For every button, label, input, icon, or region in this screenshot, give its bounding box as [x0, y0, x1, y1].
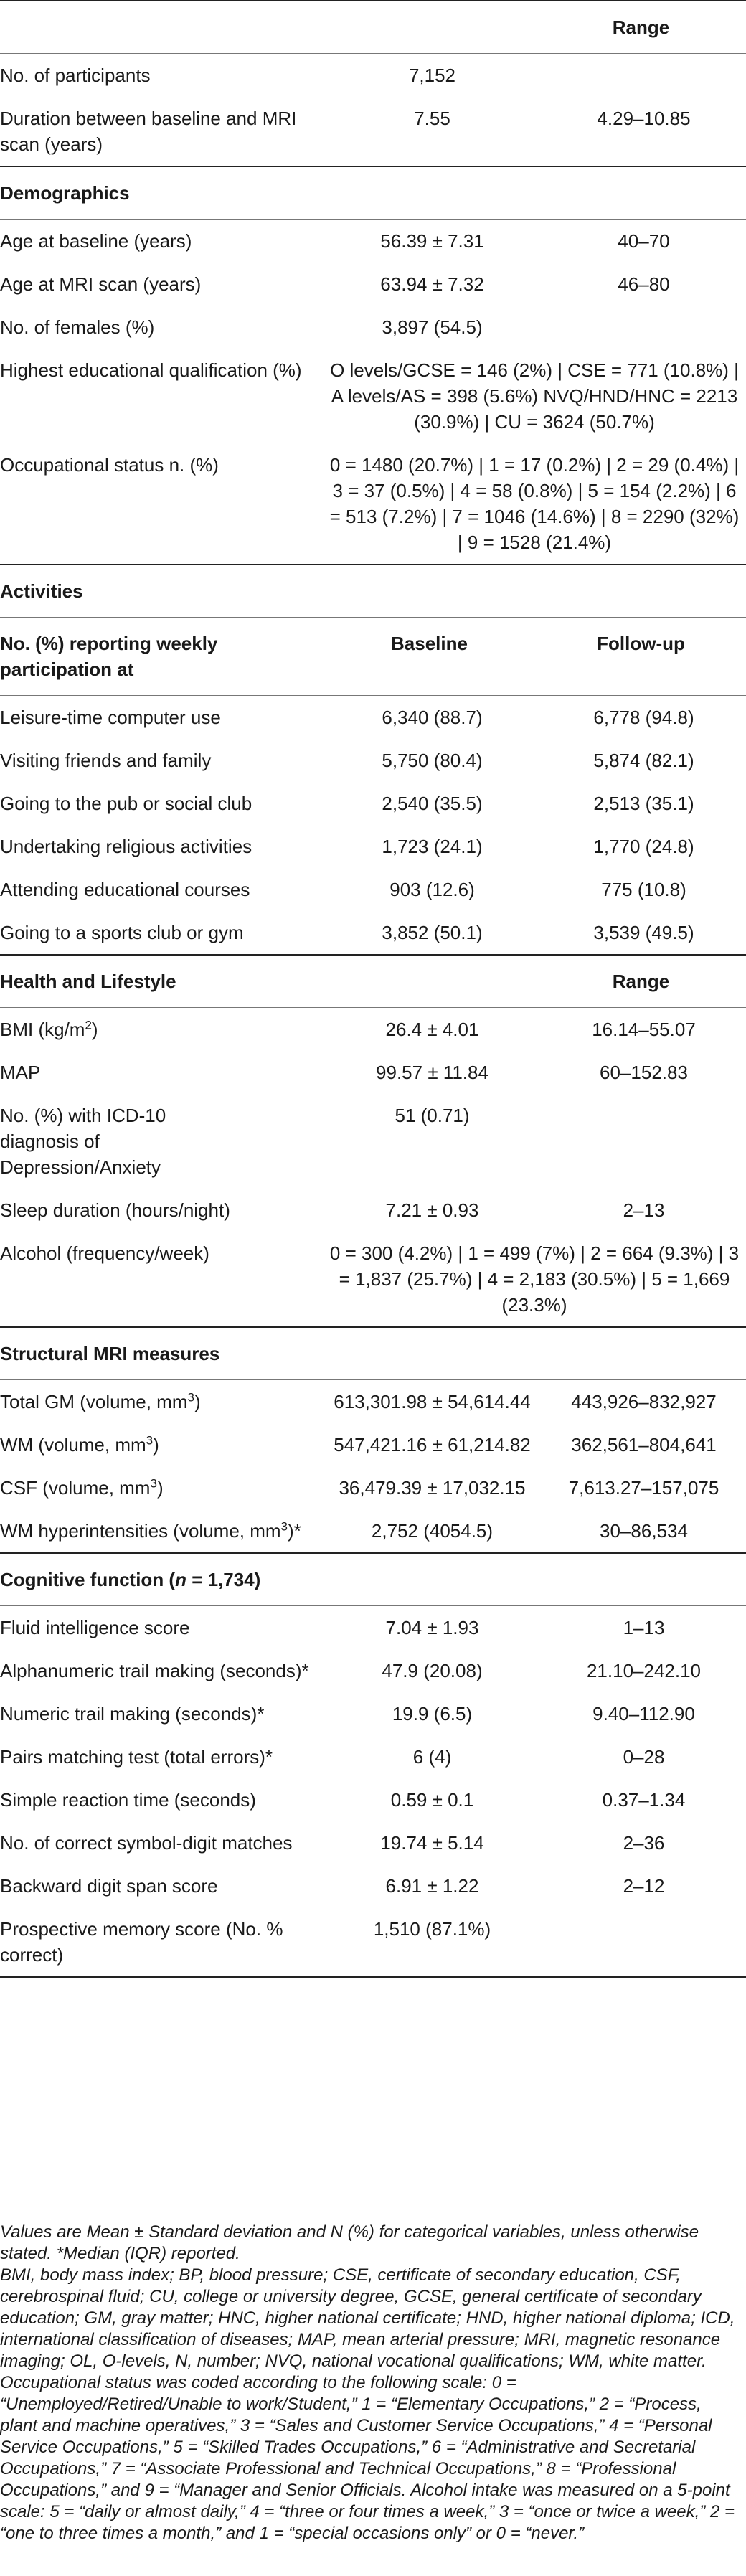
- row-range: 21.10–242.10: [586, 1660, 702, 1681]
- row-value: 0.59 ± 0.1: [390, 1789, 474, 1811]
- row-value: 19.74 ± 5.14: [380, 1832, 484, 1854]
- row-range: 1–13: [542, 1606, 746, 1650]
- row-value: 47.9 (20.08): [382, 1660, 483, 1681]
- row-range: 60–152.83: [600, 1062, 688, 1083]
- table-row: [0, 306, 746, 349]
- row-followup: 1,770 (24.8): [593, 836, 694, 857]
- row-followup: 2,513 (35.1): [593, 793, 694, 814]
- row-baseline: 3,852 (50.1): [382, 922, 483, 943]
- table-row: [0, 1051, 746, 1094]
- row-value: 7,152: [323, 54, 542, 98]
- row-label: Alphanumeric trail making (seconds)*: [0, 1660, 309, 1681]
- row-value: 56.39 ± 7.31: [323, 220, 542, 263]
- row-baseline: 6,340 (88.7): [323, 696, 542, 740]
- row-label: Occupational status n. (%): [0, 454, 219, 476]
- section-mri: [0, 1327, 746, 1380]
- row-range: 4.29–10.85: [597, 108, 691, 129]
- occupation-breakdown: 0 = 1480 (20.7%) | 1 = 17 (0.2%) | 2 = 29 (0.4%) | 3 = 37 (0.5%) | 4 = 58 (0.8%) | 5 = 154 (2.2%) | 6 = 513 (7.2%) | 7 = 1046 (14.6%) | 8 = 2290 (32%) | 9 = 1528 (21.4%): [329, 454, 740, 553]
- row-range: 2–12: [623, 1875, 665, 1897]
- row-label: Backward digit span score: [0, 1875, 218, 1897]
- table-row: [0, 1380, 746, 1424]
- row-value: 613,301.98 ± 54,614.44: [323, 1380, 542, 1424]
- row-label: MAP: [0, 1062, 41, 1083]
- row-label: Visiting friends and family: [0, 750, 212, 771]
- section-title: Demographics: [0, 166, 746, 220]
- row-range: 46–80: [618, 273, 670, 295]
- row-label: Simple reaction time (seconds): [0, 1789, 256, 1811]
- row-value: 3,897 (54.5): [382, 316, 483, 338]
- education-breakdown: O levels/GCSE = 146 (2%) | CSE = 771 (10.8%) | A levels/AS = 398 (5.6%) NVQ/HND/HNC = 2213 (30.9%) | CU = 3624 (50.7%): [330, 359, 739, 433]
- row-range: [542, 306, 746, 349]
- table-row: [0, 220, 746, 263]
- row-label: Highest educational qualification (%): [0, 359, 302, 381]
- row-value: 6 (4): [412, 1746, 452, 1768]
- baseline-header: Baseline: [323, 618, 542, 696]
- row-label: Total GM (volume, $mm^3$): [0, 1380, 323, 1424]
- row-range: 30–86,534: [600, 1520, 688, 1542]
- table-row: [0, 54, 746, 98]
- table-row: [0, 739, 746, 782]
- row-label: No. of females (%): [0, 316, 155, 338]
- table-row: [0, 1735, 746, 1778]
- table-row: [0, 1094, 746, 1189]
- row-range: 16.14–55.07: [542, 1008, 746, 1052]
- row-range: 40–70: [542, 220, 746, 263]
- table-row: [0, 1423, 746, 1466]
- row-label: Duration between baseline and MRI scan (years): [0, 108, 297, 155]
- table-row: [0, 1649, 746, 1692]
- table-row: [0, 443, 746, 565]
- table-row: [0, 825, 746, 868]
- row-value: 2,752 (4054.5): [371, 1520, 494, 1542]
- row-label: No. (%) with ICD-10 diagnosis of Depression/Anxiety: [0, 1105, 166, 1178]
- row-label: Age at MRI scan (years): [0, 273, 202, 295]
- table-row: [0, 1907, 746, 1977]
- row-value: 99.57 ± 11.84: [376, 1062, 488, 1083]
- table-row: [0, 1466, 746, 1509]
- row-range: 0.37–1.34: [602, 1789, 686, 1811]
- table-row: [0, 1821, 746, 1864]
- row-range: 2–13: [623, 1199, 665, 1221]
- row-label: Fluid intelligence score: [0, 1606, 323, 1650]
- row-label: Numeric trail making (seconds)*: [0, 1703, 265, 1725]
- row-value: 7.04 ± 1.93: [323, 1606, 542, 1650]
- row-value: 6.91 ± 1.22: [385, 1875, 479, 1897]
- row-range: [542, 54, 746, 98]
- row-range: 9.40–112.90: [592, 1703, 695, 1725]
- column-label: No. (%) reporting weekly participation at: [0, 618, 323, 696]
- row-label: Pairs matching test (total errors)*: [0, 1746, 273, 1768]
- section-cognitive: [0, 1553, 746, 1606]
- table-row: [0, 868, 746, 911]
- table-row: [0, 1232, 746, 1327]
- table-row: [0, 782, 746, 825]
- row-value: 7.55: [414, 108, 450, 129]
- row-value: 36,479.39 ± 17,032.15: [339, 1477, 526, 1499]
- row-label: Alcohol (frequency/week): [0, 1242, 209, 1264]
- table-row: [0, 696, 746, 740]
- row-value: 63.94 ± 7.32: [380, 273, 484, 295]
- table-header-row: [0, 1, 746, 54]
- footnote-coding: Occupational status was coded according to the following scale: 0 = “Unemployed/Retired/Unable to work/Student,” 1 = “Elementary Occupations,” 2 = “Process, plant and machine operatives,” 3 = “Sales and Customer Service Occupations,” 4 = “Personal Service Occupations,” 5 = “Skilled Trades Occupations,” 6 = “Administrative and Secretarial Occupations,” 7 = “Associate Professional and Technical Occupations,” 8 = “Professional Occupations,” and 9 = “Manager and Senior Officials. Alcohol intake was measured on a 5-point scale: 5 = “daily or almost daily,” 4 = “three or four times a week,” 3 = “once or twice a week,” 2 = “one to three times a month,” and 1 = “special occasions only” or 0 = “never.”: [0, 2373, 735, 2543]
- footnote-abbreviations: BMI, body mass index; BP, blood pressure; CSE, certificate of secondary education, CSF, cerebrospinal fluid; CU, college or university degree, GCSE, general certificate of secondary education; GM, gray matter; HNC, higher national certificate; HND, higher national diploma; ICD, international classification of diseases; MAP, mean arterial pressure; MRI, magnetic resonance imaging; OL, O-levels, N, number; NVQ, national vocational qualifications; WM, white matter.: [0, 2265, 735, 2371]
- row-value: 7.21 ± 0.93: [385, 1199, 479, 1221]
- row-range: 443,926–832,927: [542, 1380, 746, 1424]
- row-label: CSF (volume, $mm^3$): [0, 1476, 164, 1499]
- table-row: [0, 263, 746, 306]
- section-title: Structural MRI measures: [0, 1327, 746, 1380]
- row-label: WM (volume, $mm^3$): [0, 1433, 159, 1456]
- row-label: Age at baseline (years): [0, 220, 323, 263]
- table-row: [0, 1692, 746, 1735]
- row-value: 1,510 (87.1%): [323, 1907, 542, 1977]
- row-label: Going to a sports club or gym: [0, 922, 244, 943]
- row-value: 51 (0.71): [395, 1105, 470, 1126]
- row-followup: 3,539 (49.5): [593, 922, 694, 943]
- range-header: Range: [542, 1, 746, 54]
- row-baseline: 1,723 (24.1): [382, 836, 483, 857]
- table-row: [0, 1778, 746, 1821]
- table-row: [0, 1008, 746, 1052]
- row-range: 362,561–804,641: [571, 1434, 717, 1456]
- section-activities: [0, 565, 746, 618]
- section-title: Activities: [0, 565, 746, 618]
- table-footnotes: [0, 2222, 739, 2544]
- row-label: Going to the pub or social club: [0, 793, 252, 814]
- followup-header: Follow-up: [542, 618, 746, 696]
- row-label: Prospective memory score (No. % correct): [0, 1907, 323, 1977]
- section-health: [0, 955, 746, 1008]
- table-row: [0, 349, 746, 443]
- row-label: No. of participants: [0, 54, 323, 98]
- section-demographics: [0, 166, 746, 220]
- row-label: Sleep duration (hours/night): [0, 1199, 230, 1221]
- alcohol-breakdown: 0 = 300 (4.2%) | 1 = 499 (7%) | 2 = 664 (9.3%) | 3 = 1,837 (25.7%) | 4 = 2,183 (30.5%) | 5 = 1,669 (23.3%): [329, 1242, 740, 1316]
- table-row: [0, 97, 746, 166]
- row-followup: 6,778 (94.8): [542, 696, 746, 740]
- row-value: 547,421.16 ± 61,214.82: [334, 1434, 531, 1456]
- footnote-values: Values are Mean ± Standard deviation and N (%) for categorical variables, unless otherwise stated. *Median (IQR) reported.: [0, 2222, 699, 2263]
- row-range: 0–28: [623, 1746, 665, 1768]
- section-title: Cognitive function (n = 1,734): [0, 1553, 746, 1606]
- row-range: [542, 1907, 746, 1977]
- row-range: 7,613.27–157,075: [568, 1477, 719, 1499]
- row-baseline: 2,540 (35.5): [382, 793, 483, 814]
- row-label: No. of correct symbol-digit matches: [0, 1832, 293, 1854]
- row-value: 26.4 ± 4.01: [323, 1008, 542, 1052]
- row-range: 2–36: [623, 1832, 665, 1854]
- row-range: [542, 1094, 746, 1189]
- row-label: Undertaking religious activities: [0, 836, 252, 857]
- row-followup: 5,874 (82.1): [593, 750, 694, 771]
- row-label: Leisure-time computer use: [0, 696, 323, 740]
- row-value: 19.9 (6.5): [392, 1703, 473, 1725]
- table-row: [0, 1606, 746, 1650]
- section-title: Health and Lifestyle: [0, 955, 323, 1008]
- range-header: Range: [542, 955, 746, 1008]
- activities-header-row: [0, 618, 746, 696]
- row-baseline: 903 (12.6): [389, 879, 475, 900]
- table-row: [0, 1509, 746, 1553]
- row-label: BMI $(kg/m^2)$: [0, 1008, 323, 1052]
- row-label: Attending educational courses: [0, 879, 250, 900]
- row-label: WM hyperintensities (volume, $mm^3)*$: [0, 1519, 301, 1542]
- table-row: [0, 911, 746, 955]
- row-baseline: 5,750 (80.4): [382, 750, 483, 771]
- table-row: [0, 1189, 746, 1232]
- row-followup: 775 (10.8): [601, 879, 686, 900]
- table-row: [0, 1864, 746, 1907]
